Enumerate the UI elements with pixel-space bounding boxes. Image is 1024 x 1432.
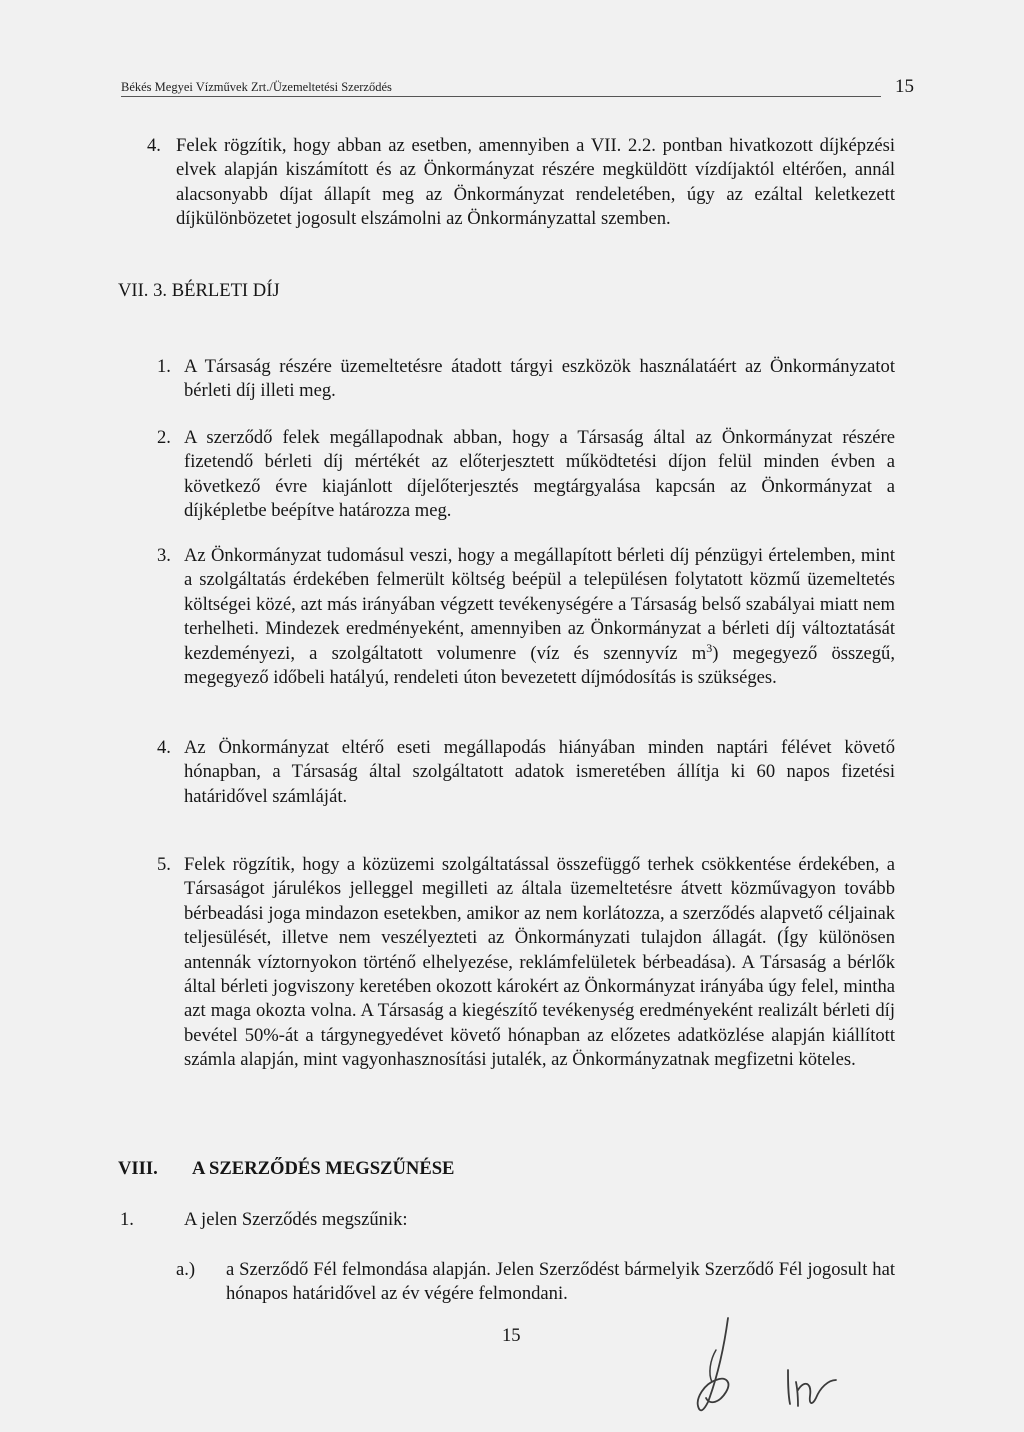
section-viii-number: VIII. [118,1158,158,1179]
footer-page-number: 15 [502,1325,521,1346]
viii-1a-text: a Szerződő Fél felmondása alapján. Jelen Szerződést bármelyik Szerződő Fél jogosult hat hónapos határidővel az év végére felmondani. [226,1259,895,1305]
running-header: Békés Megyei Vízművek Zrt./Üzemeltetési Szerződés [121,80,881,97]
item-3-number: 3. [157,545,171,566]
item-5-number: 5. [157,854,171,875]
viii-1-text: A jelen Szerződés megszűnik: [184,1209,408,1230]
item-4-number: 4. [157,737,171,758]
paragraph-4-text: Felek rögzítik, hogy abban az esetben, amennyiben a VII. 2.2. pontban hivatkozott díjképzési elvek alapján kiszámított és az Önkormányzat részére megküldött vízdíjaktól eltérően, annál alacsonyabb díjat állapít meg az Önkormányzat rendeletében, úgy az ezáltal keletkezett díjkülönbözetet jogosult elszámolni az Önkormányzattal szemben. [176,135,895,230]
item-3-text: Az Önkormányzat tudomásul veszi, hogy a megállapított bérleti díj pénzügyi értelemben, mint a szolgáltatás érdekében felmerült költség beépül a településen folytatott közmű üzemeltetés költségei közé, azt más irányában végzett tevékenységére a Társaság belső szabályai miatt nem terhelheti. Mindezek eredményeként, amennyiben az Önkormányzat a bérleti díj változtatását kezdeményezi, a szolgáltatott volumenre (víz és szennyvíz $m^3$) megegyező összegű, megegyező időbeli hatályú, rendeleti úton bevezetett díjmódosítás is szükséges. [184,545,896,689]
header-page-number: 15 [895,76,914,97]
item-5-text: Felek rögzítik, hogy a közüzemi szolgáltatással összefüggő terhek csökkentése érdekében, a Társaságot járulékos jelleggel megilleti az általa üzemeltetésre átvett közművagyon tovább bérbeadási joga mindazon esetekben, amikor az nem korlátozza, a szerződés alapvető céljainak teljesülését, illetve nem veszélyezteti az Önkormányzati tulajdon állagát. (Így különösen antennák víztornyokon történő elhelyezése, reklámfelületek bérbeadása). A Társaság a bérlők által bérleti jogviszony keretében okozott károkért az Önkormányzat irányába úgy felel, mintha azt maga okozta volna. A Társaság a kiegészítő tevékenység eredményeként realizált bérleti díj bevétel 50%-át a tárgynegyedévet követő hónapban az előzetes adatközlése alapján kiállított számla alapján, mint vagyonhasznosítási jutalék, az Önkormányzatnak megfizetni köteles. [184,854,895,1071]
item-1-text: A Társaság részére üzemeltetésre átadott tárgyi eszközök használatáért az Önkormányzatot bérleti díj illeti meg. [184,356,895,402]
section-heading-vii3: VII. 3. BÉRLETI DÍJ [118,280,280,301]
handwritten-initials [670,1310,870,1420]
superscript: 3 [706,640,713,655]
item-2-text: A szerződő felek megállapodnak abban, hogy a Társaság által az Önkormányzat részére fizetendő bérleti díj mértékét az előterjesztett működtetési díjon felül minden évben a következő évre kiajánlott díjelőterjesztés megtárgyalása kapcsán az Önkormányzat a díjképletbe beépítve határozza meg. [184,427,895,522]
viii-1a-number: a.) [176,1259,196,1280]
paragraph-number: 4. [147,135,161,156]
item-4-text: Az Önkormányzat eltérő eseti megállapodás hiányában minden naptári félévet követő hónapban, a Társaság által szolgáltatott adatok ismeretében állítja ki 60 napos fizetési határidővel számláját. [184,737,895,807]
item-2-number: 2. [157,427,171,448]
viii-1-number: 1. [120,1209,134,1230]
item-1-number: 1. [157,356,171,377]
section-viii-title: A SZERZŐDÉS MEGSZŰNÉSE [192,1158,455,1179]
